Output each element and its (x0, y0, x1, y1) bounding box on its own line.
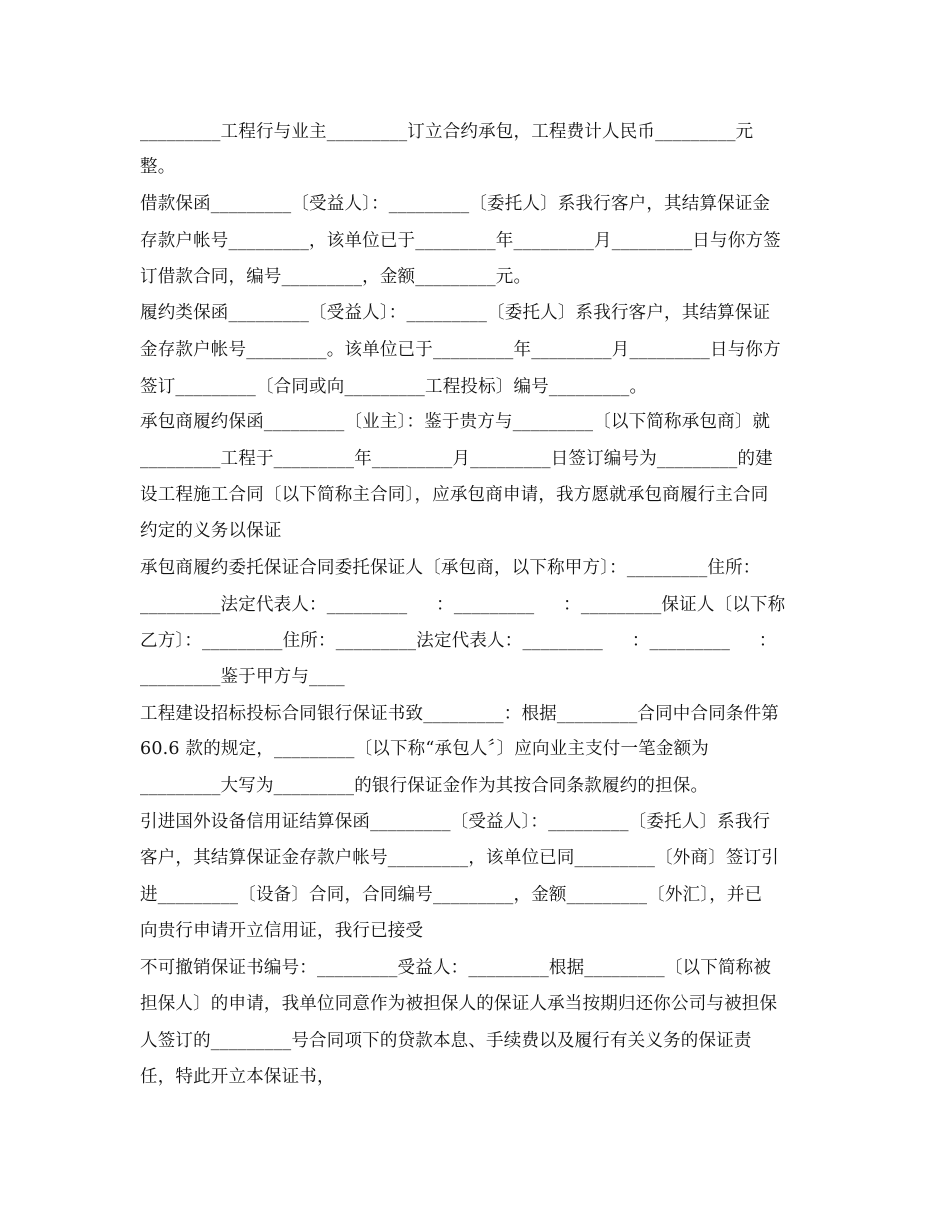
text-line: 承包商履约保函_________〔业主〕：鉴于贵方与_________〔以下简称承包商〕就 (140, 412, 771, 432)
text-line: 承包商履约委托保证合同委托保证人〔承包商，以下称甲方〕：_________住所： (140, 558, 761, 578)
text-line: 签订_________〔合同或向_________工程投标〕编号_________。 (140, 377, 648, 397)
text-line: 任，特此开立本保证书， (140, 1067, 335, 1087)
text-line: _________工程行与业主_________订立合约承包，工程费计人民币_________元 (140, 122, 754, 142)
text-line: 履约类保函_________〔受益人〕：_________〔委托人〕系我行客户，其结算保证 (140, 303, 771, 323)
text-line: 乙方〕：_________住所：_________法定代表人：_________ ：_________ ： (140, 631, 777, 651)
text-line: 工程建设招标投标合同银行保证书致_________：根据_________合同中合同条件第 (140, 704, 779, 724)
text-line: 约定的义务以保证 (140, 521, 282, 541)
text-line: 金存款户帐号_________。该单位已于_________年_________月_________日与你方 (140, 340, 781, 360)
text-line: 整。 (140, 157, 176, 177)
text-line: _________工程于_________年_________月_________日签订编号为_________的建 (140, 449, 773, 469)
text-line: 借款保函_________〔受益人〕：_________〔委托人〕系我行客户，其结算保证金 (140, 194, 771, 214)
text-line: 引进国外设备信用证结算保函_________〔受益人〕：_________〔委托人〕系我行 (140, 812, 771, 832)
text-line: 不可撤销保证书编号：_________受益人：_________根据_________〔以下简称被 (140, 958, 772, 978)
text-line: 设工程施工合同〔以下简称主合同〕，应承包商申请，我方愿就承包商履行主合同 (140, 485, 769, 505)
text-line: 60.6 款的规定，_________〔以下称“承包人〞〕应向业主支付一笔金额为 (140, 739, 709, 759)
text-line: 担保人〕的申请，我单位同意作为被担保人的保证人承当按期归还你公司与被担保 (140, 994, 778, 1014)
text-line: 人签订的_________号合同项下的贷款本息、手续费以及履行有关义务的保证责 (140, 1031, 752, 1051)
text-line: 客户，其结算保证金存款户帐号_________，该单位已同_________〔外商〕签订引 (140, 848, 779, 868)
text-line: _________法定代表人：_________ ：_________ ：_________保证人〔以下称 (140, 595, 786, 615)
text-line: 向贵行申请开立信用证，我行已接受 (140, 921, 424, 941)
text-line: _________大写为_________的银行保证金作为其按合同条款履约的担保。 (140, 776, 709, 796)
text-line: 进_________〔设备〕合同，合同编号_________，金额_________〔外汇〕，并已 (140, 885, 763, 905)
text-line: _________鉴于甲方与____ (140, 667, 345, 687)
text-line: 存款户帐号_________，该单位已于_________年_________月_________日与你方签 (140, 231, 781, 251)
text-line: 订借款合同，编号_________，金额_________元。 (140, 267, 532, 287)
